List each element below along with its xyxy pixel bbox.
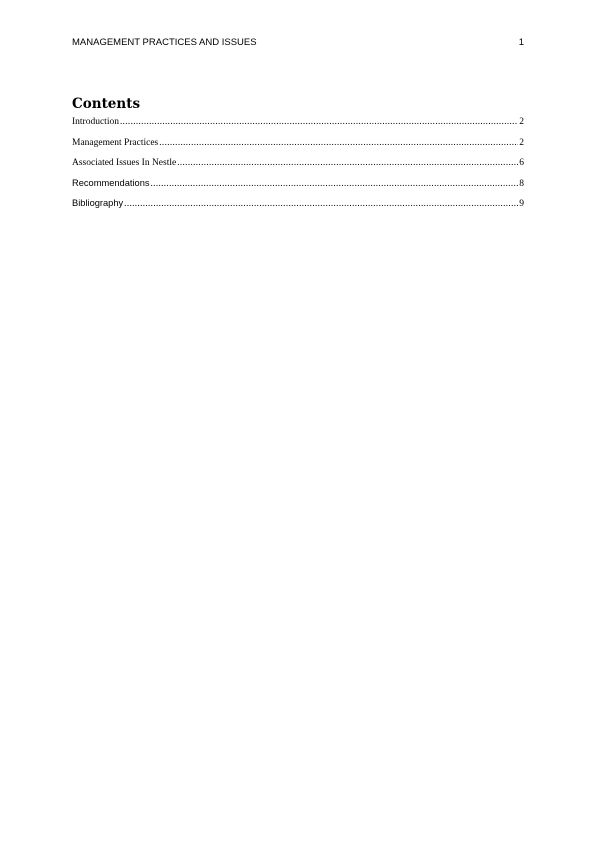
toc-entry-label: Introduction xyxy=(72,117,119,127)
toc-entry-label: Associated Issues In Nestle xyxy=(72,158,177,168)
toc-entry-label: Bibliography xyxy=(72,198,124,208)
toc-entry-label: Management Practices xyxy=(72,137,159,148)
page-number: 1 xyxy=(518,37,524,48)
toc-entry-page: 6 xyxy=(519,158,524,168)
toc-entry-page: 2 xyxy=(519,117,524,127)
toc-entry-page: 2 xyxy=(519,137,524,148)
toc-entry-page: 9 xyxy=(519,199,524,209)
running-head-title: MANAGEMENT PRACTICES AND ISSUES xyxy=(72,37,257,48)
toc-entry-introduction[interactable] xyxy=(72,116,524,137)
page-header xyxy=(72,37,524,48)
toc-entry-associated-issues[interactable] xyxy=(72,157,524,178)
toc-entry-page: 8 xyxy=(519,178,524,189)
toc-entry-management-practices[interactable] xyxy=(72,137,524,158)
dot-leader xyxy=(159,137,518,148)
dot-leader xyxy=(177,157,518,168)
table-of-contents xyxy=(72,116,524,219)
toc-entry-recommendations[interactable] xyxy=(72,178,524,199)
toc-entry-label: Recommendations xyxy=(72,177,150,188)
dot-leader xyxy=(124,198,518,209)
toc-heading: Contents xyxy=(72,96,141,112)
dot-leader xyxy=(120,116,518,127)
dot-leader xyxy=(151,178,519,189)
toc-entry-bibliography[interactable] xyxy=(72,198,524,219)
